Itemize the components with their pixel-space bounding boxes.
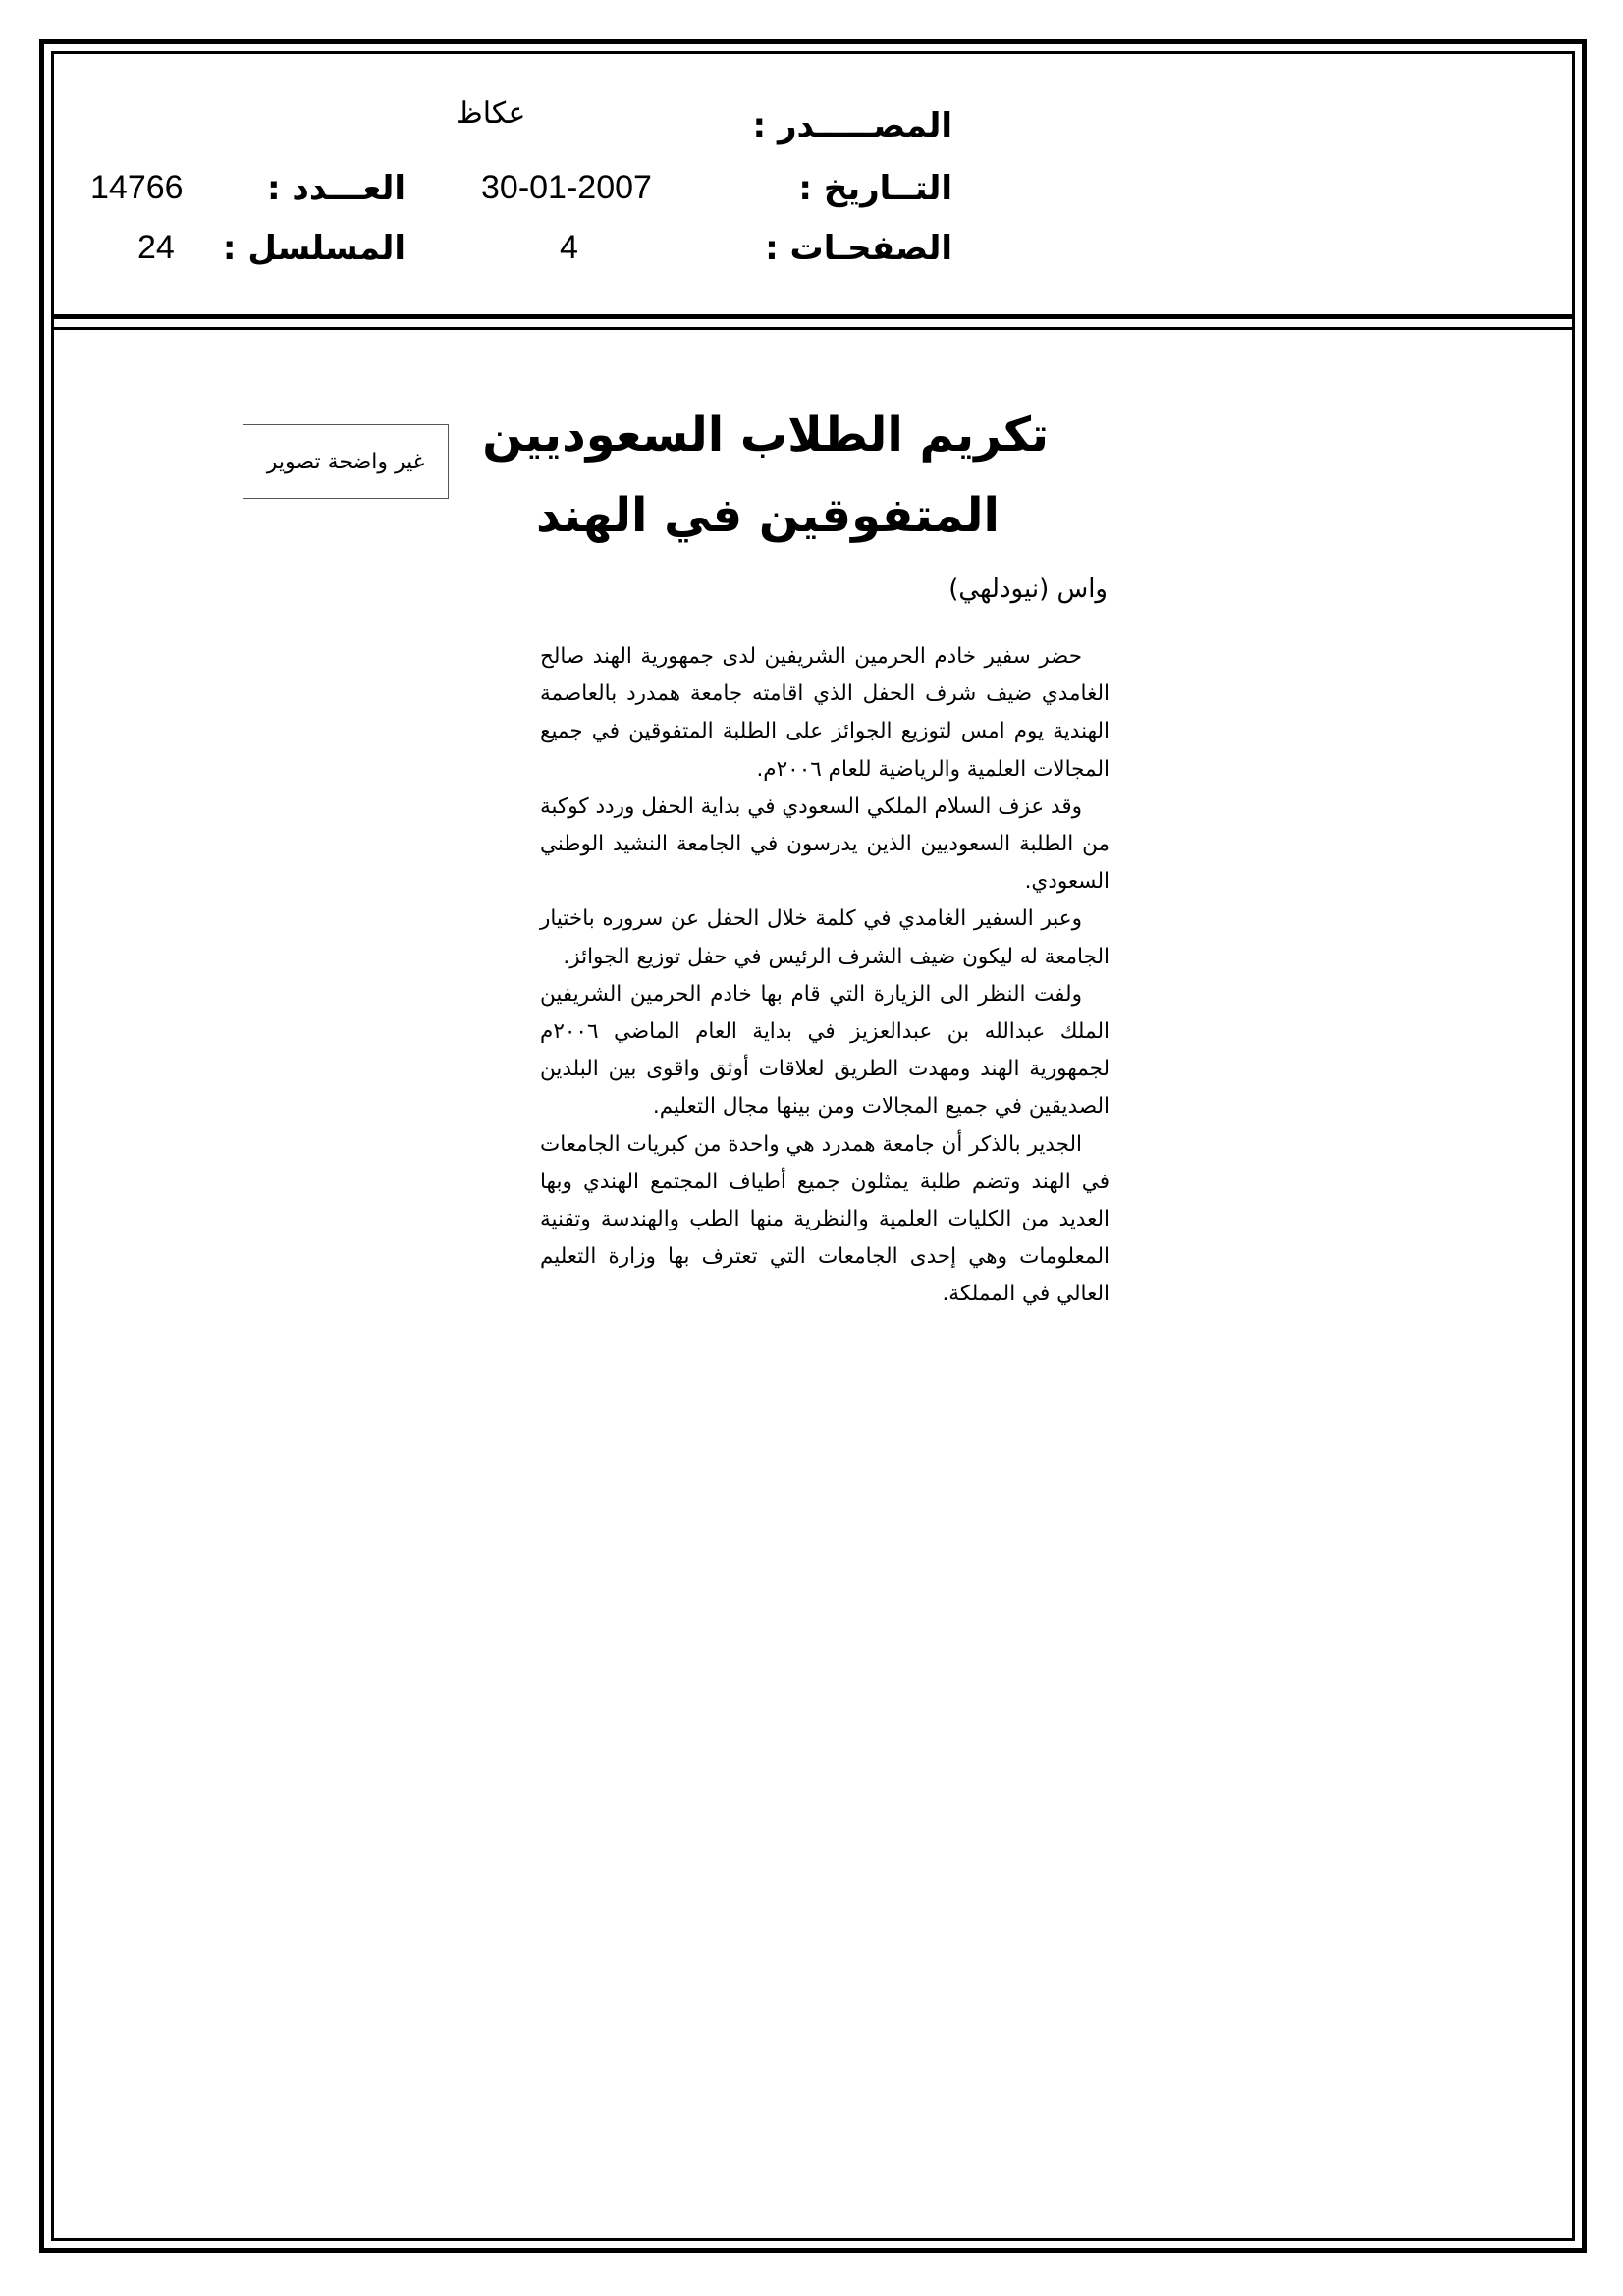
issue-value: 14766 [90,169,184,206]
serial-label: المسلسل : [222,229,406,268]
serial-value: 24 [137,229,175,266]
article-byline: واس (نيودلهي) [948,574,1108,604]
unclear-copy-stamp: غير واضحة تصوير [243,424,449,499]
header-divider [51,314,1575,319]
pages-value: 4 [560,229,578,266]
source-label: المصـــــدر : [752,106,952,145]
issue-label: العـــدد : [267,169,406,208]
pages-label: الصفحـات : [765,229,952,268]
header-divider-secondary [51,327,1575,330]
article-body [540,638,1109,1314]
article-paragraph: وعبر السفير الغامدي في كلمة خلال الحفل عن سروره باختيار الجامعة له ليكون ضيف الشرف الرئيس في حفل توزيع الجوائز. [540,906,1109,969]
date-value: 30-01-2007 [481,169,652,206]
article-paragraph: حضر سفير خادم الحرمين الشريفين لدى جمهورية الهند صالح الغامدي ضيف شرف الحفل الذي اقامته جامعة همدرد بالعاصمة الهندية يوم امس لتوزيع الجوائز على الطلبة المتفوقين في جميع المجالات العلمية والرياضية للعام ٢٠٠٦م. [540,644,1109,782]
date-label: التــاريخ : [798,169,952,208]
article-title-line-1: تكريم الطلاب السعوديين [482,408,1049,463]
article-paragraph: ولفت النظر الى الزيارة التي قام بها خادم الحرمين الشريفين الملك عبدالله بن عبدالعزيز في بداية العام الماضي ٢٠٠٦م لجمهورية الهند ومهدت الطريق لعلاقات أوثق واقوى بين البلدين الصديقين في جميع المجالات ومن بينها مجال التعليم. [540,981,1109,1120]
article-paragraph: وقد عزف السلام الملكي السعودي في بداية الحفل وردد كوكبة من الطلبة السعوديين الذين يدرسون في الجامعة النشيد الوطني السعودي. [540,793,1109,895]
article-paragraph: الجدير بالذكر أن جامعة همدرد هي واحدة من كبريات الجامعات في الهند وتضم طلبة يمثلون جميع أطياف المجتمع الهندي وبها العديد من الكليات العلمية والنظرية منها الطب والهندسة وتقنية المعلومات وهي إحدى الجامعات التي تعترف بها وزارة التعليم العالي في المملكة. [540,1131,1109,1307]
article-title-line-2: المتفوقين في الهند [535,488,1000,543]
source-value: عكاظ [456,97,526,130]
